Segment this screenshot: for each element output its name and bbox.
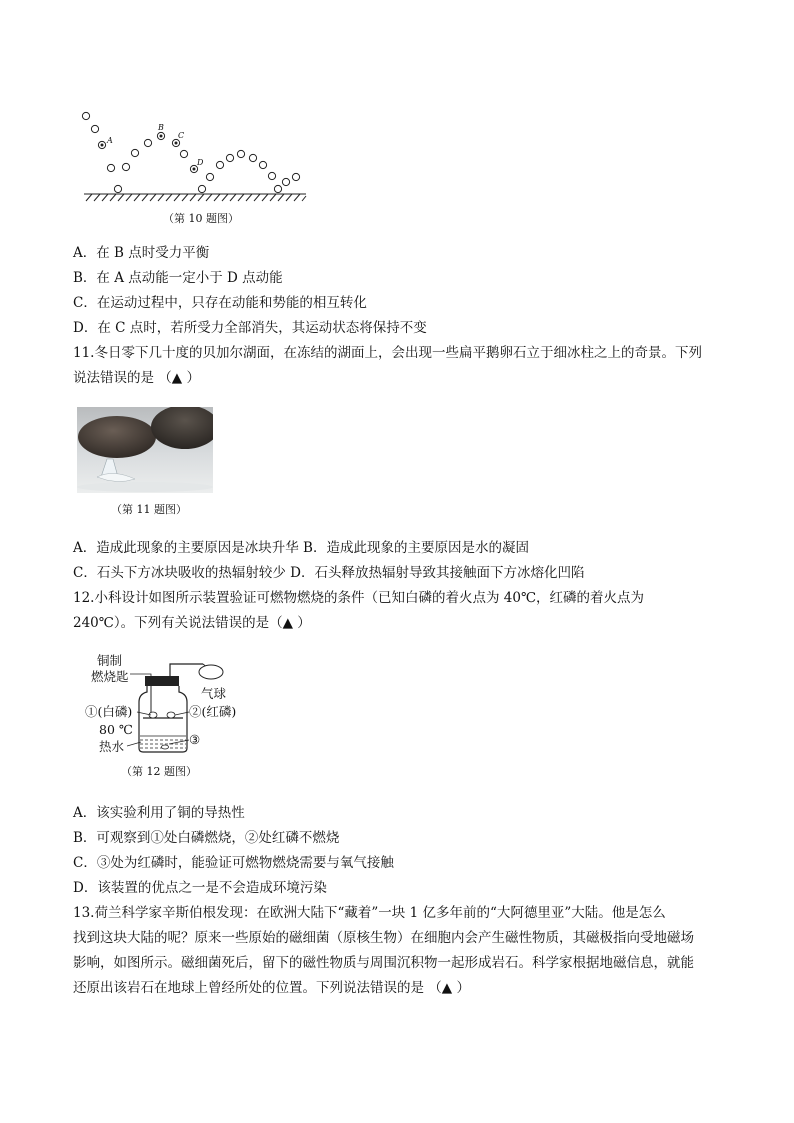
red-phosphorus xyxy=(167,712,175,718)
label-d: D xyxy=(197,158,204,167)
q11-options-ab: A．造成此现象的主要原因是冰块升华 B．造成此现象的主要原因是水的凝固 xyxy=(73,540,529,556)
q12-apparatus-figure xyxy=(85,650,260,760)
q11-stem-line1: 11.冬日零下几十度的贝加尔湖面，在冻结的湖面上，会出现一些扁平鹅卵石立于细冰柱之上的奇景。下列 xyxy=(73,345,702,361)
label-a: A xyxy=(107,136,113,145)
balloon xyxy=(199,665,223,679)
q12-stem-line2: 240℃）。下列有关说法错误的是（▲ ） xyxy=(73,615,311,631)
label-temperature: 80 ℃ xyxy=(99,722,133,737)
q13-line3: 影响，如图所示。磁细菌死后，留下的磁性物质与周围沉积物一起形成岩石。科学家根据地磁信息，就能 xyxy=(73,955,694,971)
q13-line4: 还原出该岩石在地球上曾经所处的位置。下列说法错误的是 （▲ ） xyxy=(73,980,470,996)
label-hot-water: 热水 xyxy=(99,739,125,754)
q11-caption: （第 11 题图） xyxy=(111,503,187,516)
label-3: ③ xyxy=(189,732,201,747)
ground xyxy=(84,194,306,201)
label-b: B xyxy=(158,123,164,132)
q12-option-c: C．③处为红磷时，能验证可燃物燃烧需要与氧气接触 xyxy=(73,855,394,871)
sample-3 xyxy=(162,745,169,749)
q10-option-a: A．在 B 点时受力平衡 xyxy=(73,245,210,261)
q10-option-c: C．在运动过程中，只存在动能和势能的相互转化 xyxy=(73,295,367,311)
label-balloon: 气球 xyxy=(201,686,227,701)
stopper xyxy=(145,676,179,686)
label-c: C xyxy=(178,131,185,140)
q13-line1: 13.荷兰科学家辛斯伯根发现：在欧洲大陆下“藏着”一块 1 亿多年前的“大阿德里亚”大陆。他是怎么 xyxy=(73,905,666,921)
glass-tube xyxy=(170,664,203,676)
point-labels xyxy=(106,123,204,167)
label-combustion-spoon: 燃烧匙 xyxy=(91,669,129,684)
q12-caption: （第 12 题图） xyxy=(121,765,197,778)
q10-option-d: D．在 C 点时，若所受力全部消失，其运动状态将保持不变 xyxy=(73,320,427,336)
flat-pebble-left xyxy=(78,416,156,458)
q10-caption: （第 10 题图） xyxy=(163,212,239,225)
q13-line2: 找到这块大陆的呢？原来一些原始的磁细菌（原核生物）在细胞内会产生磁性物质，其磁极指向受地磁场 xyxy=(73,930,694,946)
q12-option-a: A．该实验利用了铜的导热性 xyxy=(73,805,245,821)
q12-stem-line1: 12.小科设计如图所示装置验证可燃物燃烧的条件（已知白磷的着火点为 40℃，红磷的着火点为 xyxy=(73,590,645,606)
q12-option-d: D．该装置的优点之一是不会造成环境污染 xyxy=(73,880,327,896)
q11-stem-line2: 说法错误的是 （▲ ） xyxy=(73,370,200,386)
q10-figure xyxy=(80,105,320,211)
label-1-white-phosphorus: ①(白磷) xyxy=(85,704,133,719)
label-copper: 铜制 xyxy=(97,653,123,668)
q11-photo xyxy=(77,407,213,493)
bouncing-ball-trajectory xyxy=(82,112,299,192)
q12-option-b: B．可观察到①处白磷燃烧，②处红磷不燃烧 xyxy=(73,830,340,846)
label-2-red-phosphorus: ②(红磷) xyxy=(189,704,237,719)
q11-options-cd: C．石头下方冰块吸收的热辐射较少 D．石头释放热辐射导致其接触面下方冰熔化凹陷 xyxy=(73,565,585,581)
q10-option-b: B．在 A 点动能一定小于 D 点动能 xyxy=(73,270,283,286)
